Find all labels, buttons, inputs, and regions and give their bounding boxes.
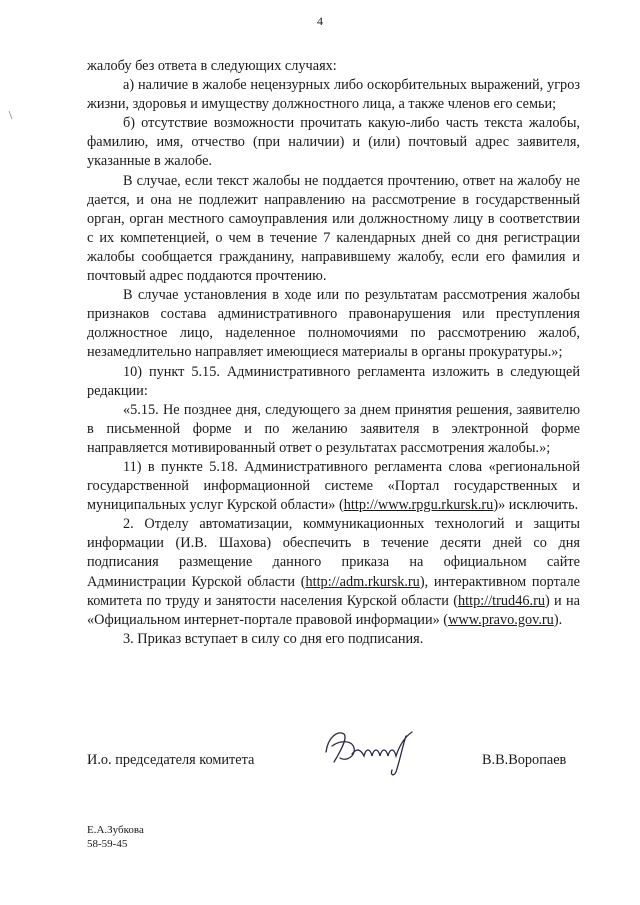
paragraph-case-a: а) наличие в жалобе нецензурных либо оскорбительных выражений, угроз жизни, здоровья и имуществу должностного лица, а также членов его семьи; [87, 77, 580, 113]
signatory-name: В.В.Воропаев [482, 752, 567, 768]
paragraph-item-3: 3. Приказ вступает в силу со дня его подписания. [123, 630, 424, 647]
executor-name: Е.А.Зубкова [87, 824, 144, 836]
paragraph-intro: жалобу без ответа в следующих случаях: [87, 58, 337, 74]
item-2-text-c: ) и на «Официальном интернет-портале правовой информации» ( [87, 592, 580, 628]
item-2-text-d: ). [553, 611, 563, 628]
page-number: 4 [317, 14, 323, 28]
item-11-text-b: )» исключить. [493, 497, 579, 514]
paragraph-item-11 [87, 458, 580, 515]
signatory-role: И.о. председателя комитета [87, 752, 255, 768]
rpgu-link[interactable]: http://www.rpgu.rkursk.ru [343, 497, 494, 514]
executor-phone: 58-59-45 [87, 838, 128, 850]
paragraph-item-2 [87, 515, 580, 630]
margin-mark [8, 110, 14, 120]
paragraph-case-b: б) отсутствие возможности прочитать какую-либо часть текста жалобы, фамилию, имя, отчество (при наличии) и (или) почтовый адрес заявителя, указанные в жалобе. [87, 115, 580, 170]
pravo-link[interactable]: www.pravo.gov.ru [448, 611, 554, 628]
paragraph-prosecution: В случае установления в ходе или по результатам рассмотрения жалобы признаков состава административного правонарушения или преступления должностное лицо, наделенное полномочиями по рассмотрению жалоб, незамедлительно направляет имеющиеся материалы в органы прокуратуры.»; [87, 287, 580, 361]
item-2-text-b: ), интерактивном портале комитета по труду и занятости населения Курской области ( [87, 573, 580, 609]
document-body [87, 57, 580, 649]
paragraph-5-15: «5.15. Не позднее дня, следующего за днем принятия решения, заявителю в письменной форме и по желанию заявителя в электронной форме направляется мотивированный ответ о результатах рассмотрения жалобы.»; [87, 401, 580, 456]
item-2-text-a: 2. Отделу автоматизации, коммуникационных технологий и защиты информации (И.В. Шахова) обеспечить в течение десяти дней со дня подписания размещение данного приказа на официальном сайте Администрации Курской области ( [87, 516, 580, 590]
trud46-link[interactable]: http://trud46.ru [458, 592, 545, 609]
adm-link[interactable]: http://adm.rkursk.ru [305, 573, 420, 590]
item-11-text-a: 11) в пункте 5.18. Административного регламента слова «региональной государственной информационной системе «Портал государственных и муниципальных услуг Курской области» ( [87, 458, 580, 514]
paragraph-item-10: 10) пункт 5.15. Административного регламента изложить в следующей редакции: [87, 363, 580, 399]
handwritten-signature [318, 722, 428, 782]
executor-info [87, 823, 144, 851]
paragraph-unreadable: В случае, если текст жалобы не поддается прочтению, ответ на жалобу не дается, и она не подлежит направлению на рассмотрение в государственный орган, орган местного самоуправления или должностному лицу в соответствии с их компетенцией, о чем в течение 7 календарных дней со дня регистрации жалобы сообщается гражданину, направившему жалобу, если его фамилия и почтовый адрес поддаются прочтению. [87, 172, 580, 285]
